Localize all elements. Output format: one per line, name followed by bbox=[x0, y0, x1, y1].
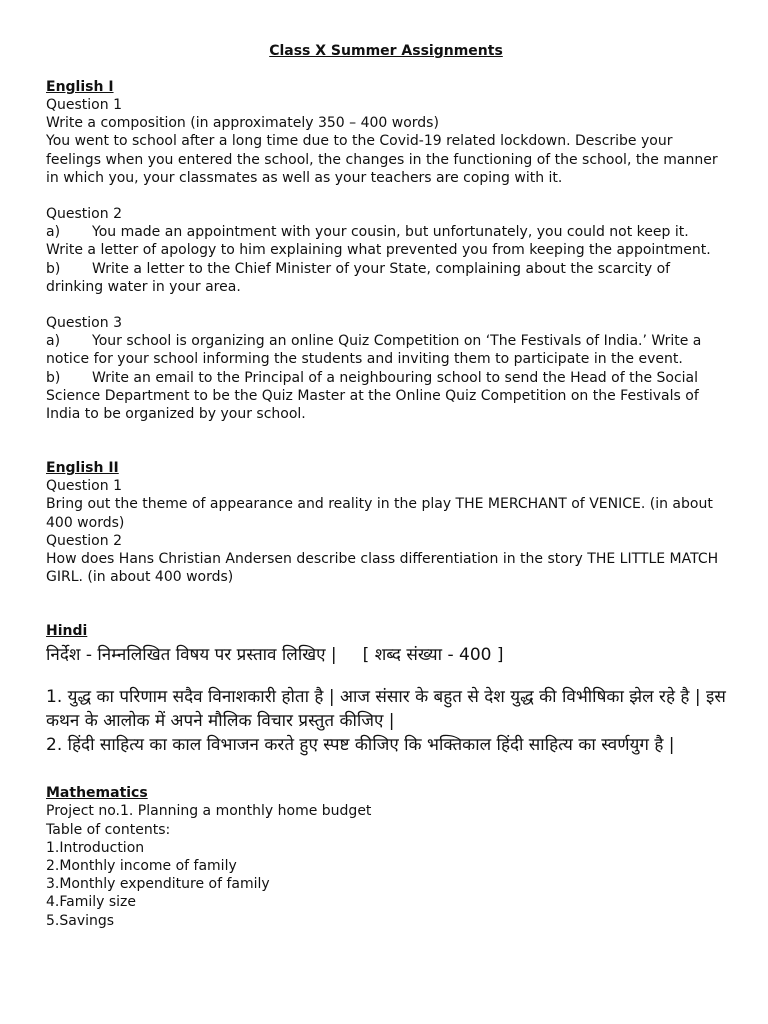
document-page bbox=[46, 42, 726, 930]
question-item bbox=[46, 223, 726, 259]
toc-item: 3.Monthly expenditure of family bbox=[46, 876, 270, 893]
toc-item: 4.Family size bbox=[46, 894, 137, 911]
question-label: Question 2 bbox=[46, 206, 122, 223]
section-heading-english-1: English I bbox=[46, 79, 114, 95]
hindi-instruction bbox=[46, 643, 726, 667]
question-item bbox=[46, 260, 726, 296]
question-item bbox=[46, 369, 726, 424]
item-text: Write a letter to the Chief Minister of your State, complaining about the scarcity of drinking water in your area. bbox=[46, 260, 671, 295]
item-text: Write an email to the Principal of a neighbouring school to send the Head of the Social Science Department to be the Quiz Master at the Online Quiz Competition on the Festivals of India to be organized by your school. bbox=[46, 369, 699, 423]
question-text: Bring out the theme of appearance and reality in the play THE MERCHANT of VENICE. (in about 400 words) bbox=[46, 496, 713, 531]
item-marker: b) bbox=[46, 369, 61, 386]
word-count: [ शब्द संख्या - 400 ] bbox=[362, 645, 504, 666]
project-title: Project no.1. Planning a monthly home budget bbox=[46, 803, 372, 820]
question-text: Write a composition (in approximately 350 – 400 words) bbox=[46, 115, 439, 132]
item-text: You made an appointment with your cousin, but unfortunately, you could not keep it. Write a letter of apology to him explaining what prevented you from keeping the appointment. bbox=[46, 224, 711, 259]
document-title: Class X Summer Assignments bbox=[269, 43, 503, 59]
toc-item: 2.Monthly income of family bbox=[46, 858, 237, 875]
item-marker: a) bbox=[46, 224, 61, 241]
section-hindi bbox=[46, 622, 726, 757]
toc-label: Table of contents: bbox=[46, 821, 171, 838]
hindi-question: 2. हिंदी साहित्य का काल विभाजन करते हुए स्पष्ट कीजिए कि भक्तिकाल हिंदी साहित्य का स्वर्णयुग है | bbox=[46, 735, 675, 756]
item-marker: b) bbox=[46, 260, 61, 277]
item-text: Your school is organizing an online Quiz Competition on ‘The Festivals of India.’ Write a notice for your school informing the students and inviting them to participate in the event. bbox=[46, 333, 702, 368]
instruction-text: निर्देश - निम्नलिखित विषय पर प्रस्ताव लिखिए | bbox=[46, 645, 337, 666]
toc-item: 1.Introduction bbox=[46, 839, 145, 856]
toc-item: 5.Savings bbox=[46, 912, 115, 929]
question-text: How does Hans Christian Andersen describe class differentiation in the story THE LITTLE MATCH GIRL. (in about 400 words) bbox=[46, 551, 719, 586]
section-english-1 bbox=[46, 78, 726, 423]
section-english-2 bbox=[46, 459, 726, 586]
question-item bbox=[46, 332, 726, 368]
section-mathematics bbox=[46, 784, 726, 929]
item-marker: a) bbox=[46, 333, 61, 350]
hindi-question: 1. युद्ध का परिणाम सदैव विनाशकारी होता है | आज संसार के बहुत से देश युद्ध की विभीषिका झेल रहे है | इस कथन के आलोक में अपने मौलिक विचार प्रस्तुत कीजिए | bbox=[46, 687, 726, 732]
section-heading-english-2: English II bbox=[46, 460, 119, 477]
question-label: Question 2 bbox=[46, 532, 122, 549]
question-label: Question 1 bbox=[46, 97, 122, 113]
question-label: Question 3 bbox=[46, 315, 122, 332]
section-heading-mathematics: Mathematics bbox=[46, 785, 148, 802]
section-heading-hindi: Hindi bbox=[46, 623, 88, 640]
question-text: You went to school after a long time due to the Covid-19 related lockdown. Describe your feelings when you entered the school, the changes in the functioning of the school, the manner in which you, your classmates as well as your teachers are coping with it. bbox=[46, 133, 718, 186]
question-label: Question 1 bbox=[46, 478, 122, 495]
